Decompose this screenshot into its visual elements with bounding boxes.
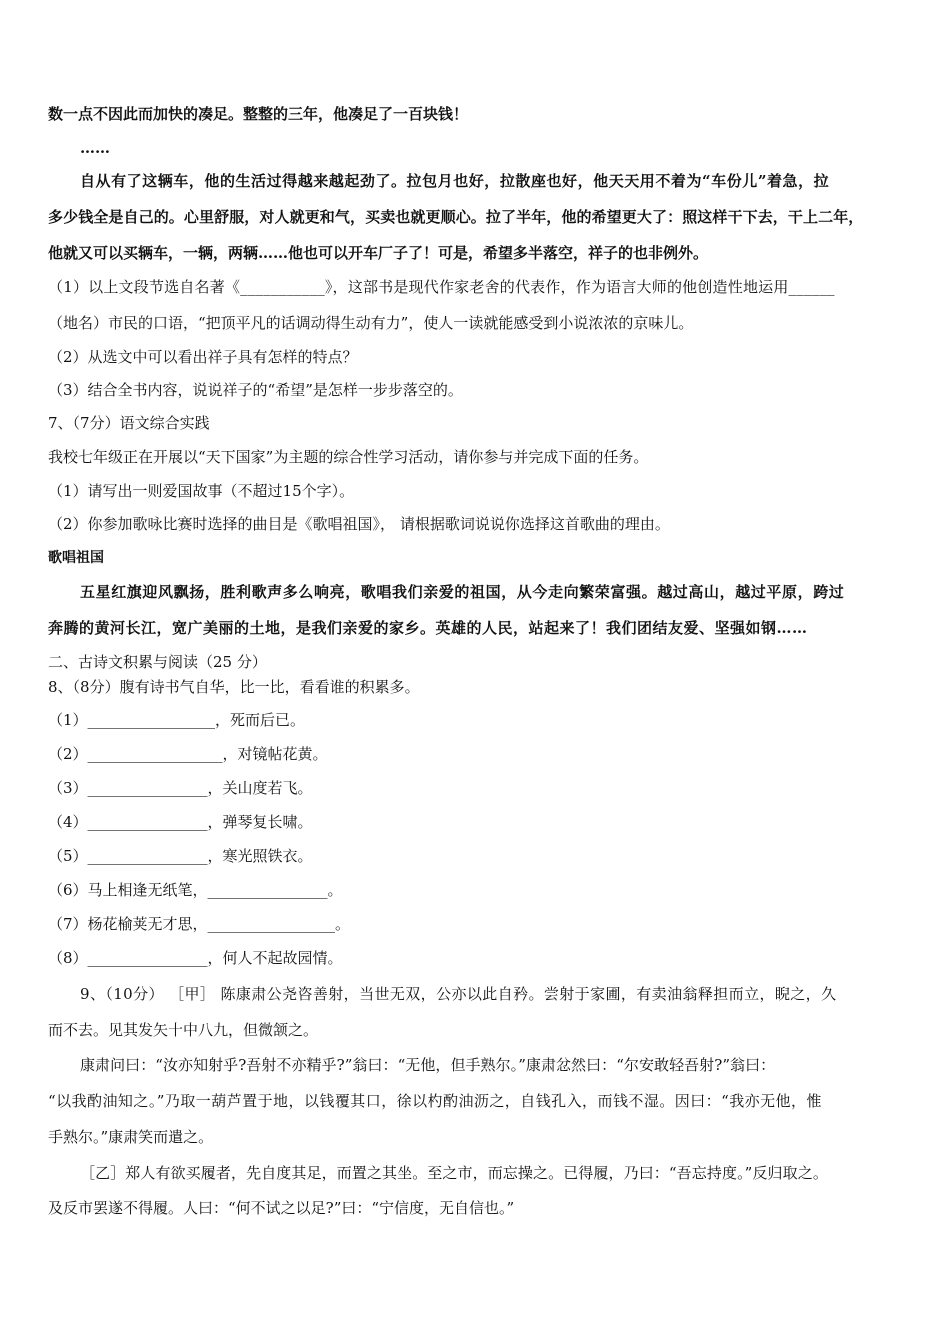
question-6-1: （1）以上文段节选自名著《___________》，这部书是现代作家老舍的代表作，作为语言大师的他创造性地运用______: [48, 278, 835, 296]
fill-blank-item: （6）马上相逢无纸笔，________________。: [48, 881, 343, 899]
question-7-2: （2）你参加歌咏比赛时选择的曲目是《歌唱祖国》， 请根据歌词说说你选择这首歌曲的理由。: [48, 515, 670, 533]
question-6-3: （3）结合全书内容，说说祥子的“希望”是怎样一步步落空的。: [48, 381, 463, 399]
fill-blank-item: （8）________________，何人不起故园情。: [48, 949, 343, 967]
question-6-2: （2）从选文中可以看出祥子具有怎样的特点？: [48, 348, 358, 366]
song-lyrics: 奔腾的黄河长江，宽广美丽的土地，是我们亲爱的家乡。英雄的人民，站起来了！我们团结友爱、坚强如钢……: [48, 619, 808, 637]
question-7-intro: 我校七年级正在开展以“天下国家”为主题的综合性学习活动，请你参与并完成下面的任务。: [48, 448, 649, 466]
question-9-text: “以我酌油知之。”乃取一葫芦置于地，以钱覆其口，徐以杓酌油沥之，自钱孔入，而钱不湿。因曰：“我亦无他，惟: [48, 1092, 822, 1110]
text-line: 多少钱全是自己的。心里舒服，对人就更和气，买卖也就更顺心。拉了半年，他的希望更大了：照这样干下去，干上二年，: [48, 208, 864, 226]
question-6-1-cont: （地名）市民的口语，“把顶平凡的话调动得生动有力”，使人一读就能感受到小说浓浓的京味儿。: [48, 314, 694, 332]
question-9-text: 康肃问曰：“汝亦知射乎?吾射不亦精乎?”翁曰：“无他，但手熟尔。”康肃忿然曰：“尔安敢轻吾射?”翁曰：: [80, 1056, 776, 1074]
text-line: 他就又可以买辆车，一辆，两辆……他也可以开车厂子了！可是，希望多半落空，祥子的也非例外。: [48, 244, 709, 262]
question-7-1: （1）请写出一则爱国故事（不超过15个字）。: [48, 482, 355, 500]
fill-blank-item: （5）________________，寒光照铁衣。: [48, 847, 313, 865]
fill-blank-item: （4）________________，弹琴复长啸。: [48, 813, 313, 831]
question-9-text: 而不去。见其发矢十中八九，但微颔之。: [48, 1021, 319, 1039]
fill-blank-item: （2）__________________，对镜帖花黄。: [48, 745, 328, 763]
song-title: 歌唱祖国: [48, 550, 104, 566]
text-line: 数一点不因此而加快的凑足。整整的三年，他凑足了一百块钱！: [48, 105, 469, 123]
question-9-text-yi: 及反市罢遂不得履。人曰：“何不试之以足?”曰：“宁信度，无自信也。”: [48, 1199, 515, 1217]
text-line: 自从有了这辆车，他的生活过得越来越起劲了。拉包月也好，拉散座也好，他天天用不着为“车份儿”着急，拉: [80, 172, 830, 190]
fill-blank-item: （7）杨花榆荚无才思，_________________。: [48, 915, 351, 933]
question-9-text: 手熟尔。”康肃笑而遣之。: [48, 1128, 214, 1146]
fill-blank-item: （3）________________，关山度若飞。: [48, 779, 313, 797]
question-8-title: 8、（8分）腹有诗书气自华，比一比，看看谁的积累多。: [48, 678, 420, 696]
question-7-title: 7、（7分）语文综合实践: [48, 414, 210, 432]
ellipsis-line: ……: [80, 139, 110, 157]
fill-blank-item: （1）_________________，死而后已。: [48, 711, 306, 729]
question-9-text-yi: ［乙］郑人有欲买履者，先自度其足，而置之其坐。至之市，而忘操之。已得履，乃曰：“吾忘持度。”反归取之。: [80, 1164, 828, 1182]
section-heading: 二、古诗文积累与阅读（25 分）: [48, 653, 267, 671]
song-lyrics: 五星红旗迎风飘扬，胜利歌声多么响亮，歌唱我们亲爱的祖国，从今走向繁荣富强。越过高山，越过平原，跨过: [80, 583, 845, 601]
question-9-text: 9、（10分） ［甲］ 陈康肃公尧咨善射，当世无双，公亦以此自矜。尝射于家圃，有卖油翁释担而立，睨之，久: [80, 985, 837, 1003]
